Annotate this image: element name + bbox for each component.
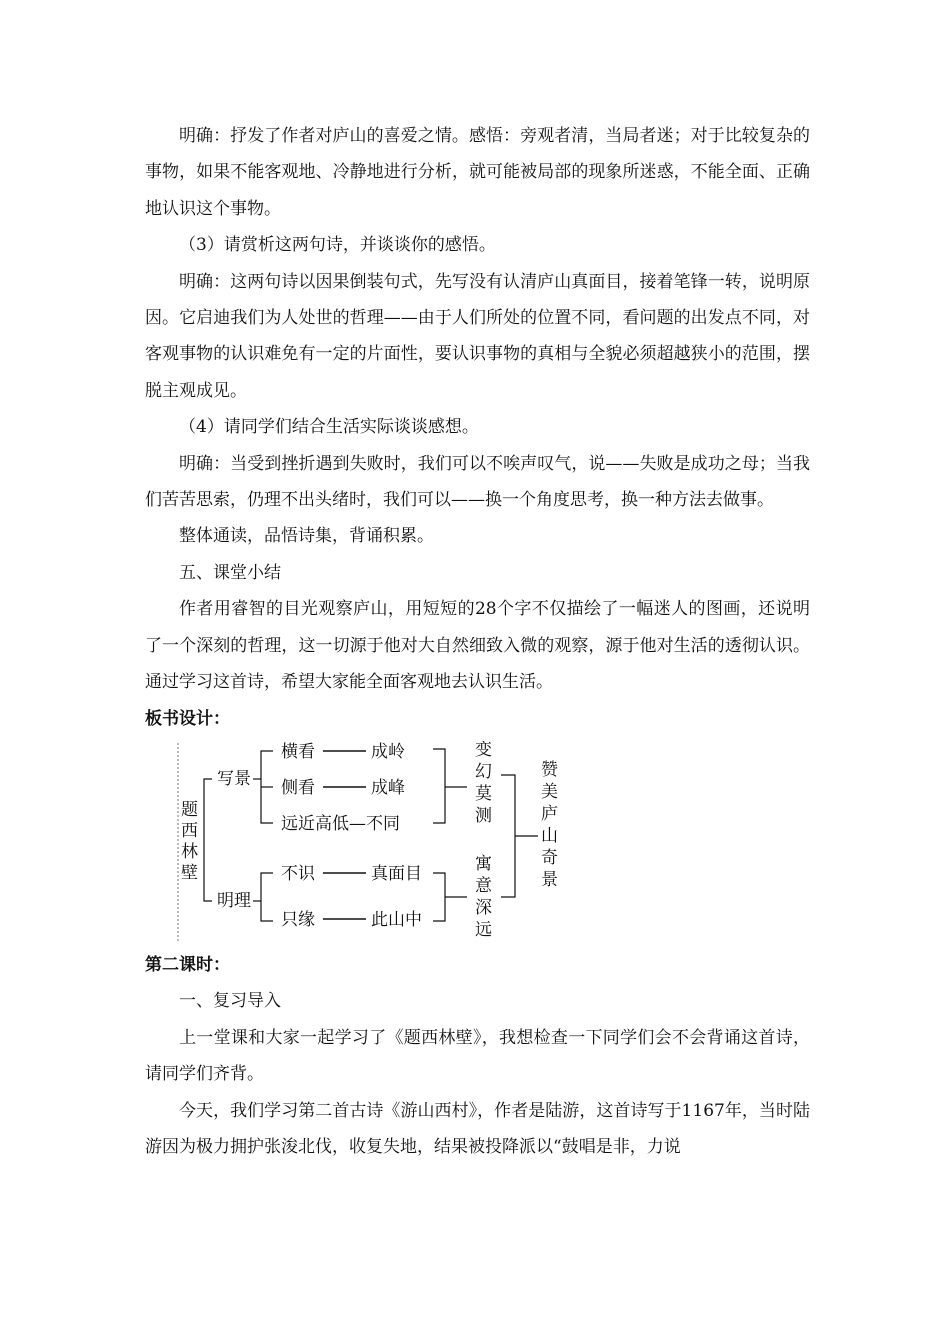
right-char: 美 (541, 781, 558, 802)
title-char: 题 (181, 799, 198, 820)
board-design-heading: 板书设计： (145, 708, 230, 729)
row1-right: 成岭 (371, 741, 405, 762)
title-char: 壁 (181, 862, 198, 883)
mid-upper-char: 测 (475, 805, 492, 826)
right-char: 山 (541, 825, 558, 846)
bracket-right (501, 775, 515, 897)
row2-right: 成峰 (371, 777, 405, 798)
paragraph: 上一堂课和大家一起学习了《题西林壁》，我想检查一下同学们会不会背诵这首诗，请同学们齐背。 (145, 1027, 810, 1085)
paragraph: （4）请同学们结合生活实际谈谈感想。 (179, 417, 479, 438)
board-diagram (145, 741, 810, 947)
document-body (145, 118, 810, 1165)
paragraph: 明确：这两句诗以因果倒装句式，先写没有认清庐山真面目，接着笔锋一转，说明原因。它启迪我们为人处世的哲理——由于人们所处的位置不同，看问题的出发点不同，对客观事物的认识难免有一定的片面性，要认识事物的真相与全貌必须超越狭小的范围，摆脱主观成见。 (145, 271, 810, 401)
row4-left: 不识 (281, 863, 315, 884)
row5-left: 只缘 (281, 909, 315, 930)
right-char: 庐 (541, 803, 558, 824)
mid-lower-char: 深 (475, 897, 492, 918)
section-heading: 五、课堂小结 (179, 562, 281, 583)
title-char: 西 (181, 820, 198, 841)
row3-text: 远近高低—不同 (281, 813, 400, 834)
right-char: 赞 (541, 759, 558, 780)
row4-right: 真面目 (371, 863, 422, 884)
paragraph: （3）请赏析这两句诗，并谈谈你的感悟。 (179, 235, 496, 256)
row2-left: 侧看 (281, 777, 315, 798)
mid-lower-char: 意 (475, 875, 492, 896)
bracket-lower-right (433, 873, 445, 921)
bracket-lower (261, 873, 273, 921)
second-lesson-heading: 第二课时： (145, 954, 230, 975)
right-char: 奇 (541, 847, 558, 868)
mid-upper-char: 莫 (475, 783, 492, 804)
paragraph: 整体通读，品悟诗集，背诵积累。 (179, 526, 434, 547)
board-diagram-svg (145, 741, 810, 947)
right-char: 景 (541, 869, 558, 890)
mid-lower-char: 远 (475, 919, 492, 940)
mid-lower-char: 寓 (475, 853, 492, 874)
branch-upper-label: 写景 (217, 768, 251, 789)
branch-lower-label: 明理 (217, 890, 251, 911)
paragraph: 明确：抒发了作者对庐山的喜爱之情。感悟：旁观者清，当局者迷；对于比较复杂的事物，如果不能客观地、冷静地进行分析，就可能被局部的现象所迷惑，不能全面、正确地认识这个事物。 (145, 126, 810, 219)
mid-upper-char: 变 (475, 740, 492, 760)
title-char: 林 (181, 841, 198, 862)
bracket-upper-right (433, 749, 445, 823)
paragraph: 今天，我们学习第二首古诗《游山西村》，作者是陆游，这首诗写于1167年，当时陆游因为极力拥护张浚北伐，收复失地，结果被投降派以“鼓唱是非，力说 (145, 1100, 810, 1157)
mid-upper-char: 幻 (475, 761, 492, 782)
paragraph: 明确：当受到挫折遇到失败时，我们可以不唉声叹气，说——失败是成功之母；当我们苦苦思索，仍理不出头绪时，我们可以——换一个角度思考，换一种方法去做事。 (145, 453, 810, 511)
row1-left: 横看 (281, 741, 315, 762)
paragraph: 作者用睿智的目光观察庐山，用短短的28个字不仅描绘了一幅迷人的图画，还说明了一个深刻的哲理，这一切源于他对大自然细致入微的观察，源于他对生活的透彻认识。通过学习这首诗，希望大家能全面客观地去认识生活。 (145, 599, 810, 693)
section-heading: 一、复习导入 (179, 991, 281, 1012)
bracket-main (204, 779, 212, 901)
row5-right: 此山中 (371, 909, 422, 930)
